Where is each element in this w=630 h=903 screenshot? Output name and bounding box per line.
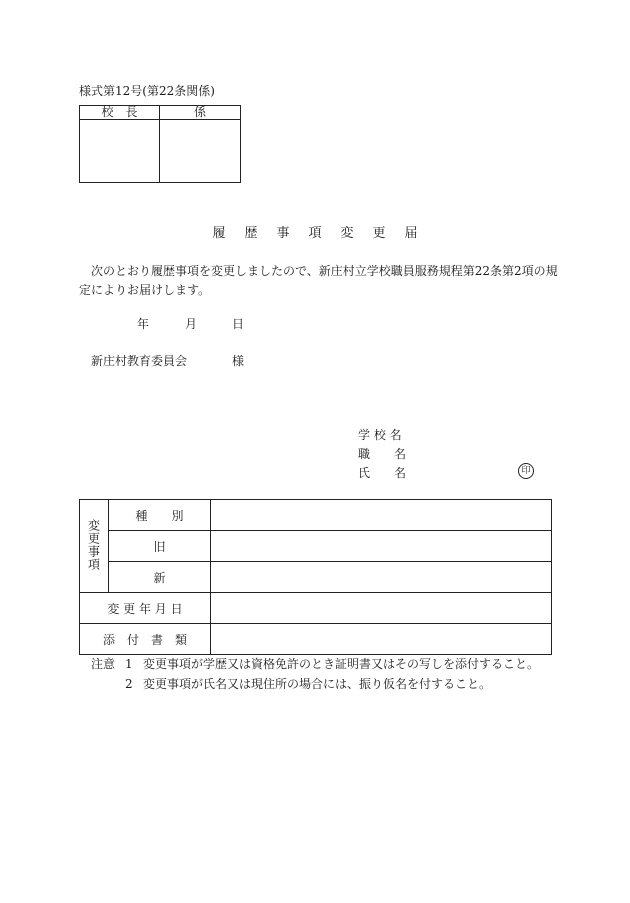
body-text: 次のとおり履歴事項を変更しましたので、新庄村立学校職員服務規程第22条第2項の規定によりお届けします。 xyxy=(79,264,558,297)
change-table xyxy=(79,499,552,655)
addressee-name: 新庄村教育委員会 xyxy=(91,354,188,368)
staff-header: 係 xyxy=(160,106,241,120)
change-date-label: 変 更 年 月 日 xyxy=(80,593,211,624)
old-label: 旧 xyxy=(109,531,211,562)
addressee-honorific: 様 xyxy=(232,354,245,368)
school-name-label: 学 校 名 xyxy=(358,428,402,442)
change-group-cell xyxy=(80,500,109,593)
note-text: 変更事項が氏名又は現住所の場合には、振り仮名を付すること。 xyxy=(143,677,492,691)
attachments-label: 添 付 書 類 xyxy=(80,624,211,655)
form-number: 様式第12号(第22条関係) xyxy=(79,84,215,98)
note-number: 2 xyxy=(125,677,133,691)
type-label: 種 別 xyxy=(109,500,211,531)
old-value[interactable] xyxy=(211,531,552,562)
principal-stamp-cell[interactable] xyxy=(80,120,160,183)
type-value[interactable] xyxy=(211,500,552,531)
principal-header: 校 長 xyxy=(80,106,160,120)
position-label: 職 名 xyxy=(358,447,407,461)
name-label: 氏 名 xyxy=(358,466,407,480)
change-date-value[interactable] xyxy=(211,593,552,624)
note-number: 1 xyxy=(125,657,133,671)
date-month: 月 xyxy=(185,317,198,331)
page-title: 履歴事項変更届 xyxy=(212,226,437,241)
change-group-label: 変更事項 xyxy=(86,518,101,571)
attachments-value[interactable] xyxy=(211,624,552,655)
date-day: 日 xyxy=(232,317,245,331)
note-text: 変更事項が学歴又は資格免許のとき証明書又はその写しを添付すること。 xyxy=(143,657,540,671)
new-value[interactable] xyxy=(211,562,552,593)
staff-stamp-cell[interactable] xyxy=(160,120,241,183)
approval-box xyxy=(79,105,241,183)
seal-icon: 印 xyxy=(518,463,534,479)
notes-heading: 注意 xyxy=(91,657,116,671)
date-year: 年 xyxy=(137,317,150,331)
new-label: 新 xyxy=(109,562,211,593)
